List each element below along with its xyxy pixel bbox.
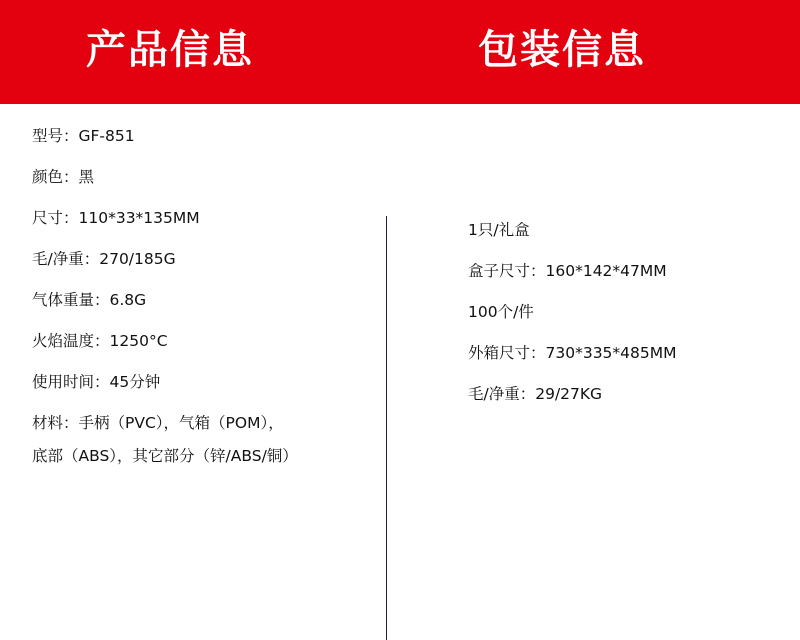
spec-model: 型号：GF-851: [32, 127, 135, 145]
packing-info-heading: 包装信息: [478, 27, 646, 73]
spec-body: [0, 104, 800, 572]
product-info-heading: 产品信息: [86, 27, 254, 73]
packing-unit-per-box: 1只/礼盒: [468, 221, 530, 239]
packing-carton-size: 外箱尺寸：730*335*485MM: [468, 344, 677, 363]
spec-material-line-2: 底部（ABS），其它部分（锌/ABS/铜）: [32, 447, 298, 466]
spec-color: 颜色：黑: [32, 168, 95, 187]
spec-usage-time: 使用时间：45分钟: [32, 373, 161, 392]
spec-flame-temperature: 火焰温度：1250°C: [32, 332, 168, 351]
column-divider: [386, 216, 387, 640]
packing-info-list: [468, 222, 768, 403]
packing-gross-net-weight: 毛/净重：29/27KG: [468, 385, 603, 404]
header-band: [0, 0, 800, 104]
spec-gas-weight: 气体重量：6.8G: [32, 291, 147, 310]
packing-box-size: 盒子尺寸：160*142*47MM: [468, 262, 667, 281]
packing-quantity-per-carton: 100个/件: [468, 303, 534, 322]
spec-size: 尺寸：110*33*135MM: [32, 209, 200, 228]
spec-gross-net-weight: 毛/净重：270/185G: [32, 250, 176, 269]
spec-material-line-1: 材料：手柄（PVC），气箱（POM），: [32, 414, 284, 433]
product-info-list: [32, 128, 372, 465]
